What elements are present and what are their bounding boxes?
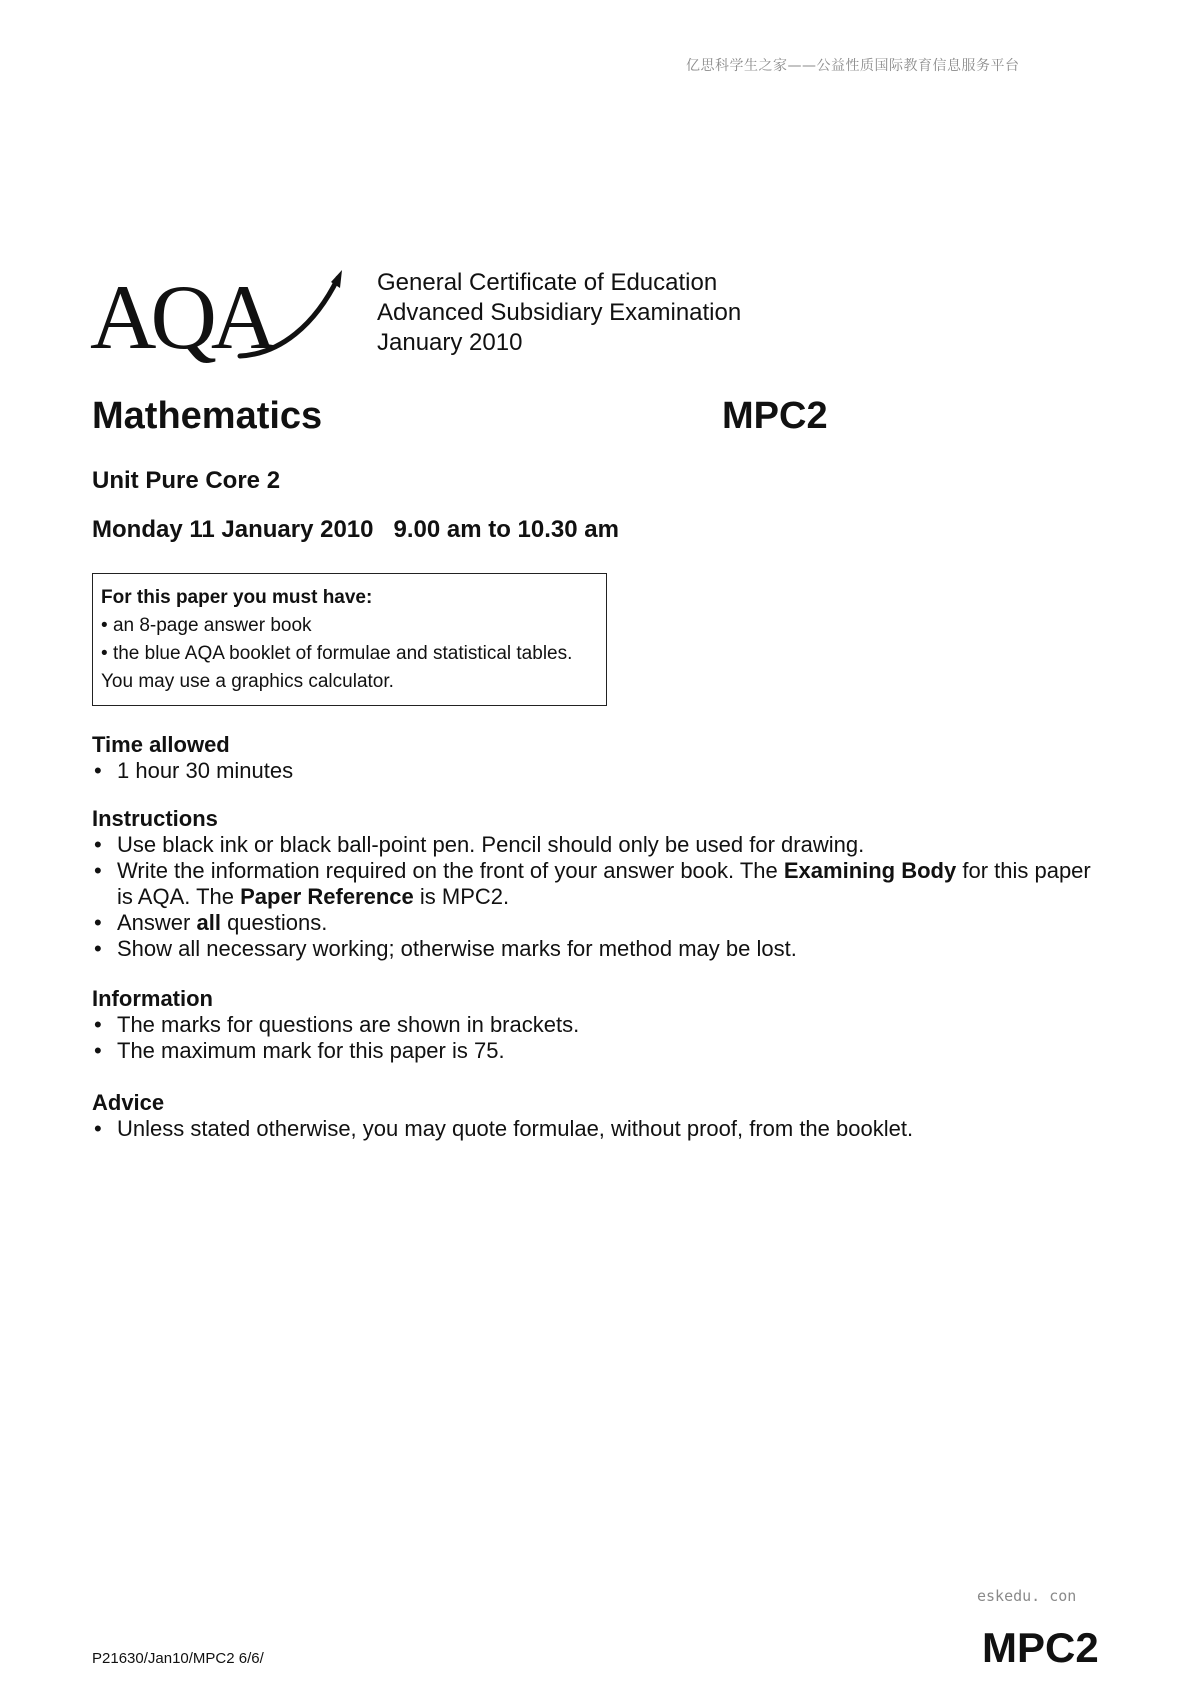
list-item: • 1 hour 30 minutes xyxy=(92,758,1092,784)
watermark-text: 亿思科学生之家——公益性质国际教育信息服务平台 xyxy=(686,58,1020,74)
instructions-heading: Instructions xyxy=(92,806,218,831)
text-span: questions. xyxy=(220,910,328,935)
time-allowed-section xyxy=(92,732,1092,784)
information-heading: Information xyxy=(92,986,213,1011)
exam-date-time xyxy=(92,516,619,544)
footer-site-text: eskedu. con xyxy=(977,1587,1077,1605)
bold-term: all xyxy=(196,910,221,935)
aqa-logo xyxy=(90,270,350,370)
advice-section xyxy=(92,1090,1092,1142)
must-have-box xyxy=(92,573,607,706)
list-item: • The marks for questions are shown in brackets. xyxy=(92,1012,1092,1038)
footer-reference: P21630/Jan10/MPC2 6/6/ xyxy=(92,1650,264,1667)
time-allowed-heading: Time allowed xyxy=(92,732,230,757)
must-have-item: • an 8-page answer book xyxy=(101,615,312,636)
advice-heading: Advice xyxy=(92,1090,165,1115)
list-item: • Show all necessary working; otherwise marks for method may be lost. xyxy=(92,936,1092,962)
text-span: is MPC2. xyxy=(413,884,510,909)
aqa-logo-graphic xyxy=(90,270,350,370)
list-item: • The maximum mark for this paper is 75. xyxy=(92,1038,1092,1064)
subject-title: Mathematics xyxy=(92,395,323,437)
information-section xyxy=(92,986,1092,1064)
text-span: Answer xyxy=(117,910,197,935)
list-item xyxy=(92,910,1092,936)
must-have-item-text: the blue AQA booklet of formulae and statistical tables. xyxy=(112,643,573,664)
must-have-item-text: an 8-page answer book xyxy=(112,615,312,636)
instructions-section xyxy=(92,806,1092,962)
session-line: January 2010 xyxy=(377,329,523,356)
certificate-block xyxy=(377,268,741,358)
list-item: • Unless stated otherwise, you may quote formulae, without proof, from the booklet. xyxy=(92,1116,1092,1142)
bold-term: Examining Body xyxy=(783,858,957,883)
must-have-item: • the blue AQA booklet of formulae and statistical tables. xyxy=(101,643,573,664)
footer-paper-code: MPC2 xyxy=(982,1624,1099,1671)
unit-title: Unit Pure Core 2 xyxy=(92,467,281,494)
certificate-line: General Certificate of Education xyxy=(377,269,718,296)
exam-date: Monday 11 January 2010 xyxy=(92,516,374,543)
list-item xyxy=(92,858,1092,910)
aqa-logo-letters: AQA xyxy=(90,270,272,368)
bold-term: Paper Reference xyxy=(240,884,414,909)
list-item: • Use black ink or black ball-point pen. Pencil should only be used for drawing. xyxy=(92,832,1092,858)
text-span: for this paper is AQA. The xyxy=(117,858,1091,909)
examination-line: Advanced Subsidiary Examination xyxy=(377,299,742,326)
must-have-heading: For this paper you must have: xyxy=(101,587,373,608)
calculator-note: You may use a graphics calculator. xyxy=(101,671,394,692)
paper-code: MPC2 xyxy=(722,395,828,437)
text-span: Write the information required on the front of your answer book. The xyxy=(117,858,784,883)
exam-time: 9.00 am to 10.30 am xyxy=(393,516,619,543)
